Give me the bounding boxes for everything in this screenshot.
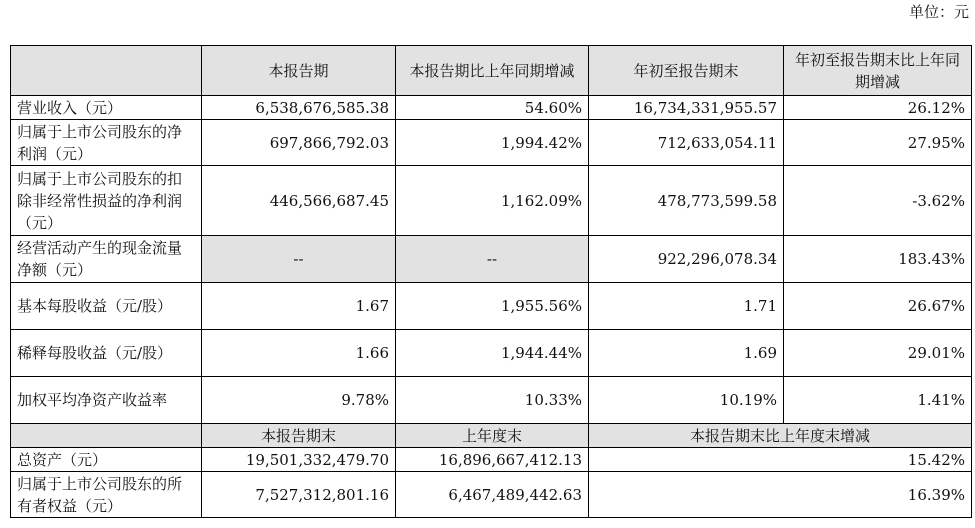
cell-current-period-yoy: 1,955.56% xyxy=(396,283,589,330)
cell-current-period: -- xyxy=(202,236,396,283)
cell-current-period: 1.67 xyxy=(202,283,396,330)
header-current-period: 本报告期 xyxy=(202,46,396,96)
cell-prior-year-end: 6,467,489,442.63 xyxy=(396,472,589,518)
cell-ytd-yoy: -3.62% xyxy=(784,166,972,236)
table-row xyxy=(11,120,972,166)
cell-current-period-yoy: 54.60% xyxy=(396,96,589,120)
table-row xyxy=(11,283,972,330)
cell-current-period-yoy: -- xyxy=(396,236,589,283)
cell-ytd-yoy: 183.43% xyxy=(784,236,972,283)
row-label: 基本每股收益（元/股） xyxy=(11,283,202,330)
cell-ytd-yoy: 29.01% xyxy=(784,330,972,377)
row-label: 加权平均净资产收益率 xyxy=(11,377,202,424)
cell-current-period-yoy: 1,162.09% xyxy=(396,166,589,236)
cell-ytd-yoy: 1.41% xyxy=(784,377,972,424)
cell-period-end-change: 16.39% xyxy=(589,472,972,518)
row-label: 经营活动产生的现金流量净额（元） xyxy=(11,236,202,283)
cell-current-period: 1.66 xyxy=(202,330,396,377)
table-row xyxy=(11,448,972,472)
cell-current-period: 6,538,676,585.38 xyxy=(202,96,396,120)
table-row xyxy=(11,330,972,377)
table-row xyxy=(11,96,972,120)
cell-period-end: 19,501,332,479.70 xyxy=(202,448,396,472)
cell-ytd-yoy: 27.95% xyxy=(784,120,972,166)
row-label: 营业收入（元） xyxy=(11,96,202,120)
cell-current-period-yoy: 10.33% xyxy=(396,377,589,424)
unit-label: 单位：元 xyxy=(908,3,969,21)
cell-current-period: 446,566,687.45 xyxy=(202,166,396,236)
table-row xyxy=(11,377,972,424)
row-label: 归属于上市公司股东的净利润（元） xyxy=(11,120,202,166)
financial-summary-table xyxy=(10,45,972,518)
row-label: 归属于上市公司股东的扣除非经常性损益的净利润（元） xyxy=(11,166,202,236)
cell-ytd: 10.19% xyxy=(589,377,784,424)
table-subheader-row xyxy=(11,424,972,448)
header-prior-year-end: 上年度末 xyxy=(396,424,589,448)
header-period-end-change: 本报告期末比上年度末增减 xyxy=(589,424,972,448)
cell-period-end-change: 15.42% xyxy=(589,448,972,472)
cell-ytd: 1.69 xyxy=(589,330,784,377)
header-ytd: 年初至报告期末 xyxy=(589,46,784,96)
subheader-corner-cell xyxy=(11,424,202,448)
cell-current-period-yoy: 1,944.44% xyxy=(396,330,589,377)
row-label: 稀释每股收益（元/股） xyxy=(11,330,202,377)
table-row xyxy=(11,472,972,518)
cell-ytd: 478,773,599.58 xyxy=(589,166,784,236)
row-label: 归属于上市公司股东的所有者权益（元） xyxy=(11,472,202,518)
cell-ytd-yoy: 26.67% xyxy=(784,283,972,330)
header-ytd-yoy: 年初至报告期末比上年同期增减 xyxy=(784,46,972,96)
table-row xyxy=(11,166,972,236)
table-row xyxy=(11,236,972,283)
cell-period-end: 7,527,312,801.16 xyxy=(202,472,396,518)
cell-ytd-yoy: 26.12% xyxy=(784,96,972,120)
cell-prior-year-end: 16,896,667,412.13 xyxy=(396,448,589,472)
cell-ytd: 16,734,331,955.57 xyxy=(589,96,784,120)
table-header-row xyxy=(11,46,972,96)
header-period-end: 本报告期末 xyxy=(202,424,396,448)
header-current-period-yoy: 本报告期比上年同期增减 xyxy=(396,46,589,96)
row-label: 总资产（元） xyxy=(11,448,202,472)
header-corner-cell xyxy=(11,46,202,96)
cell-ytd: 712,633,054.11 xyxy=(589,120,784,166)
cell-current-period: 9.78% xyxy=(202,377,396,424)
cell-ytd: 922,296,078.34 xyxy=(589,236,784,283)
cell-current-period: 697,866,792.03 xyxy=(202,120,396,166)
cell-ytd: 1.71 xyxy=(589,283,784,330)
cell-current-period-yoy: 1,994.42% xyxy=(396,120,589,166)
